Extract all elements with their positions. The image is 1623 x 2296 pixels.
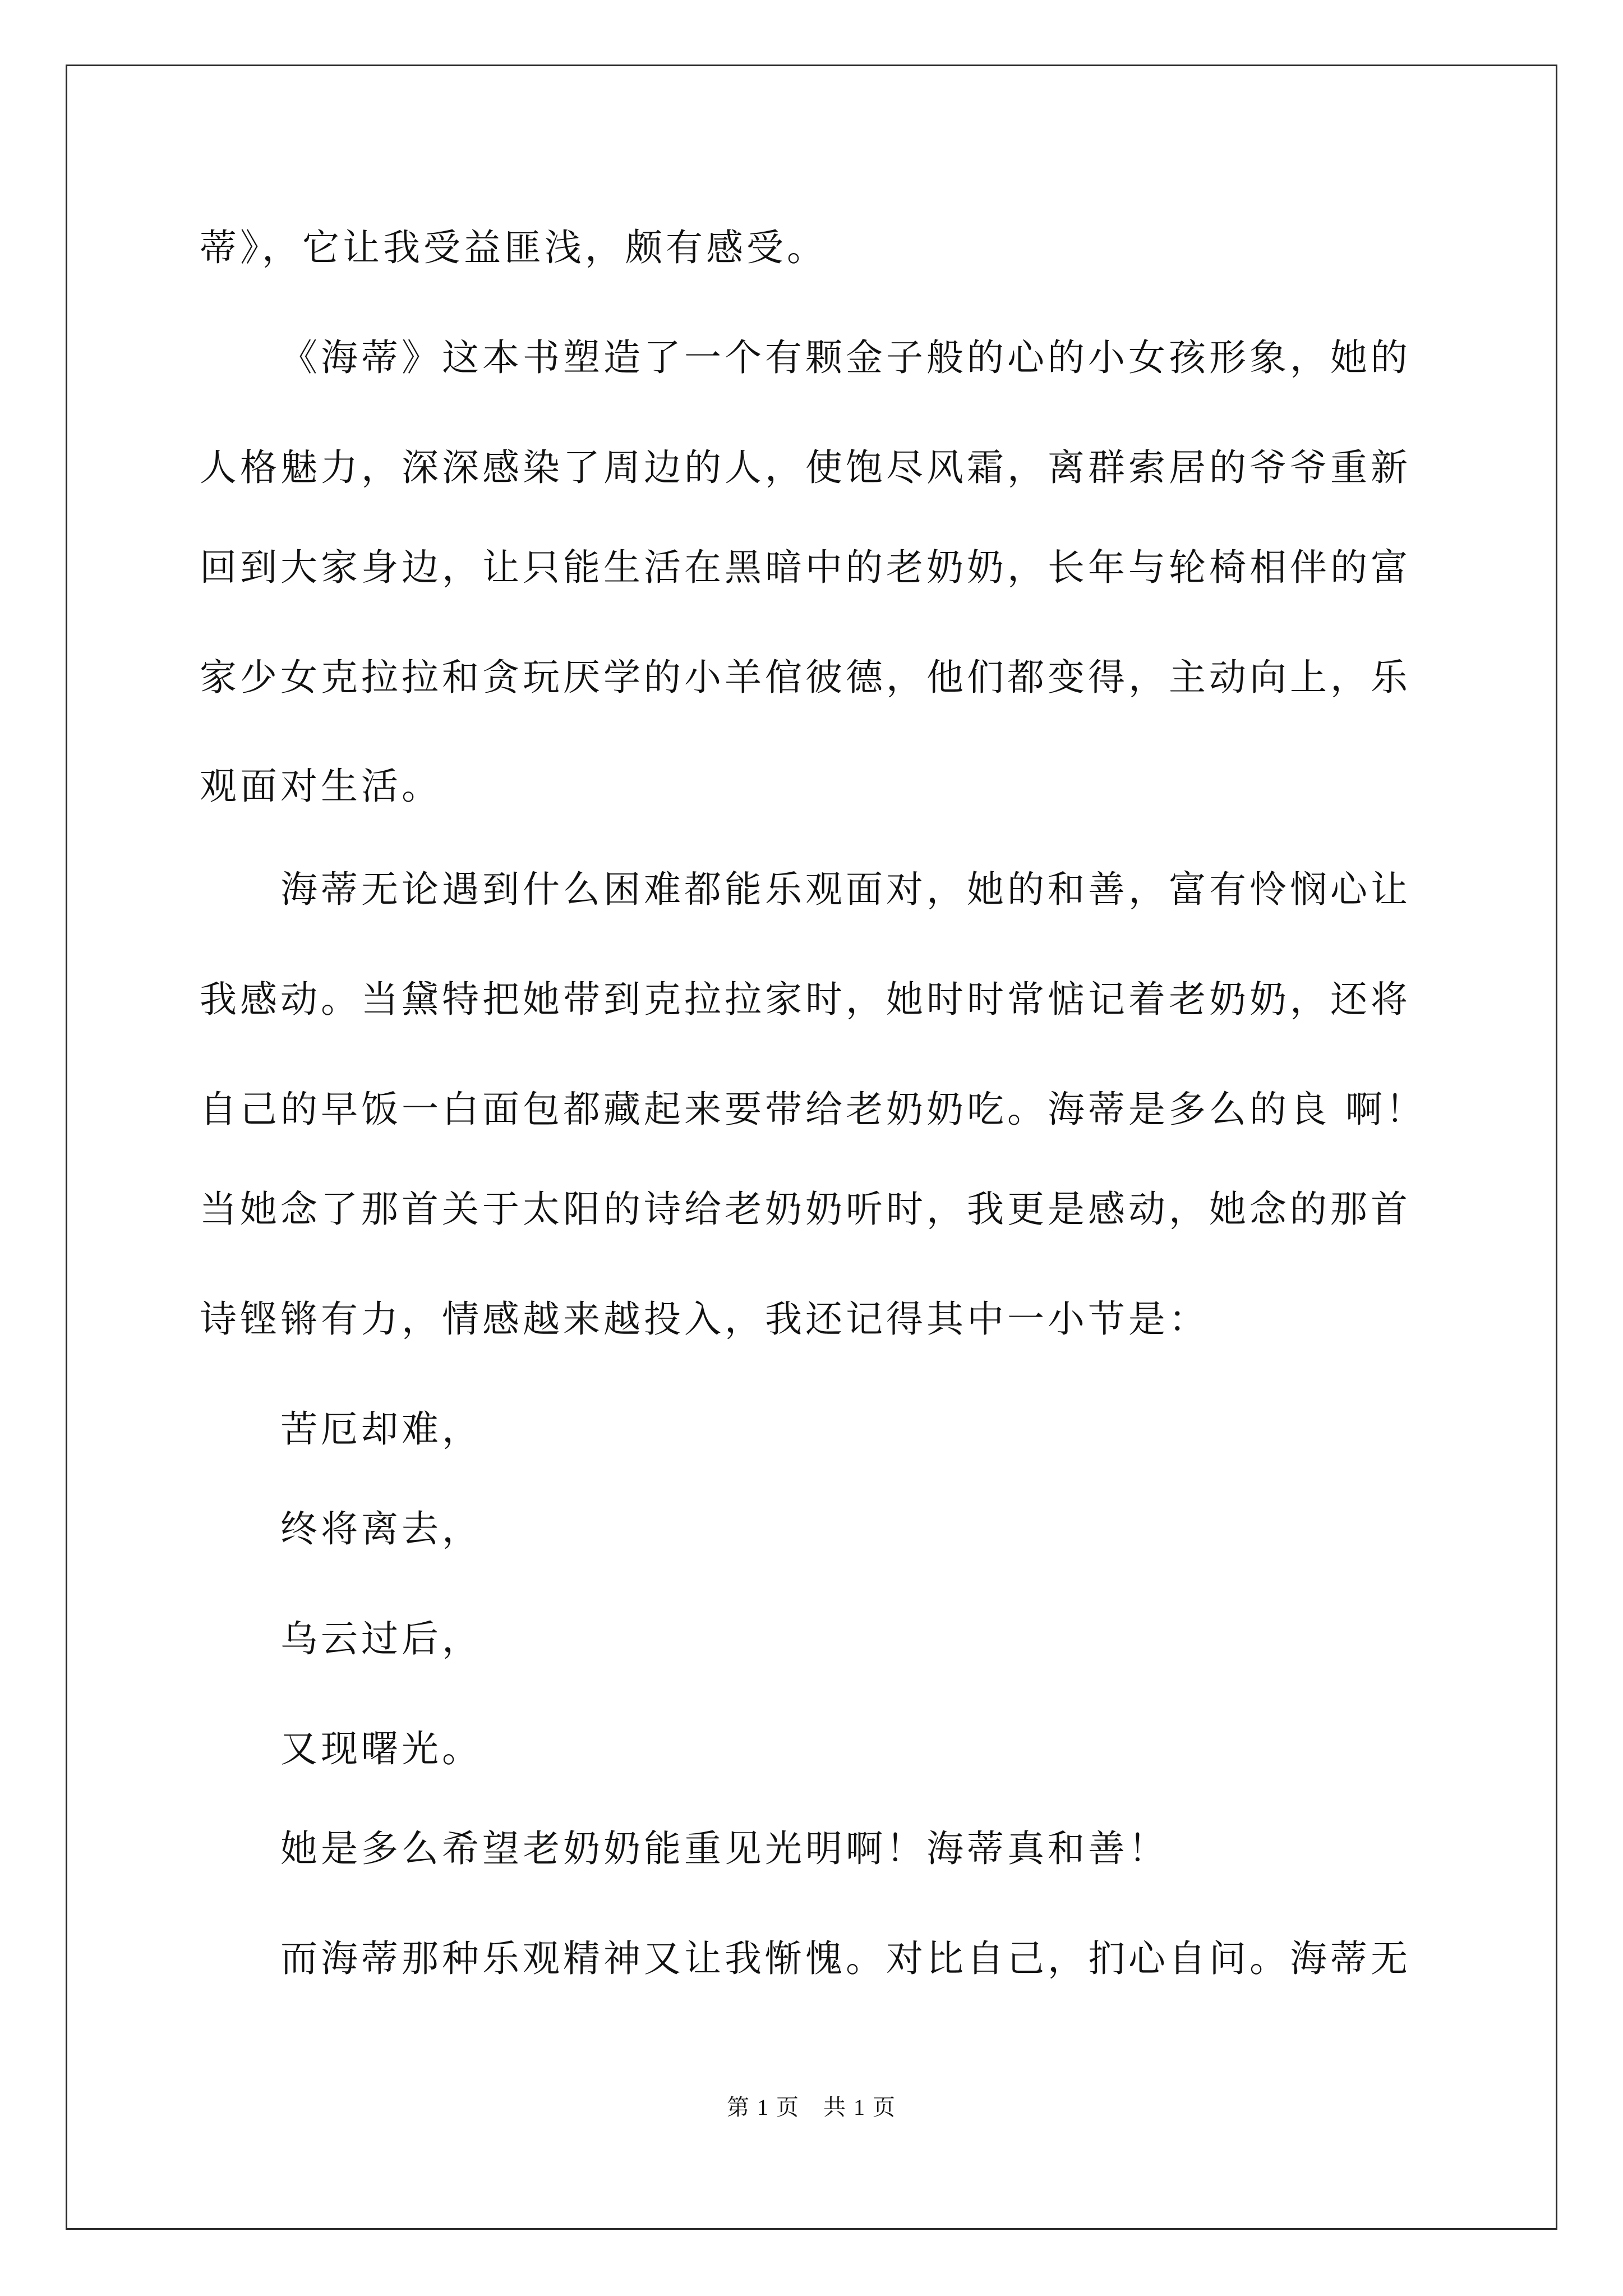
text-line-2: 《海蒂》这本书塑造了一个有颗金子般的心的小女孩形象，她的 — [280, 336, 1411, 379]
page-number-footer: 第 1 页 共 1 页 — [727, 2095, 896, 2120]
text-line-16: 她是多么希望老奶奶能重见光明啊！海蒂真和善！ — [280, 1827, 1169, 1870]
text-line-17: 而海蒂那种乐观精神又让我惭愧。对比自己，扪心自问。海蒂无 — [280, 1937, 1411, 1980]
text-line-13: 终将离去， — [280, 1507, 482, 1550]
text-line-15: 又现曙光。 — [280, 1727, 482, 1770]
text-line-8: 我感动。当黛特把她带到克拉拉家时，她时时常惦记着老奶奶，还将 — [200, 978, 1411, 1021]
text-line-6: 观面对生活。 — [200, 765, 442, 808]
text-line-14: 乌云过后， — [280, 1617, 482, 1660]
text-line-10: 当她念了那首关于太阳的诗给老奶奶听时，我更是感动，她念的那首 — [200, 1188, 1411, 1231]
page-border — [66, 65, 1557, 2230]
text-line-4: 回到大家身边，让只能生活在黑暗中的老奶奶，长年与轮椅相伴的富 — [200, 546, 1411, 589]
text-line-5: 家少女克拉拉和贪玩厌学的小羊倌彼德，他们都变得，主动向上，乐 — [200, 656, 1411, 699]
text-line-3: 人格魅力，深深感染了周边的人，使饱尽风霜，离群索居的爷爷重新 — [200, 446, 1411, 489]
text-line-7: 海蒂无论遇到什么困难都能乐观面对，她的和善，富有怜悯心让 — [280, 868, 1411, 911]
text-line-9: 自己的早饭一白面包都藏起来要带给老奶奶吃。海蒂是多么的良 啊！ — [200, 1088, 1426, 1131]
text-line-1: 蒂》，它让我受益匪浅，颇有感受。 — [200, 226, 827, 269]
text-line-12: 苦厄却难， — [280, 1407, 482, 1451]
text-line-11: 诗铿锵有力，情感越来越投入，我还记得其中一小节是： — [200, 1297, 1209, 1341]
